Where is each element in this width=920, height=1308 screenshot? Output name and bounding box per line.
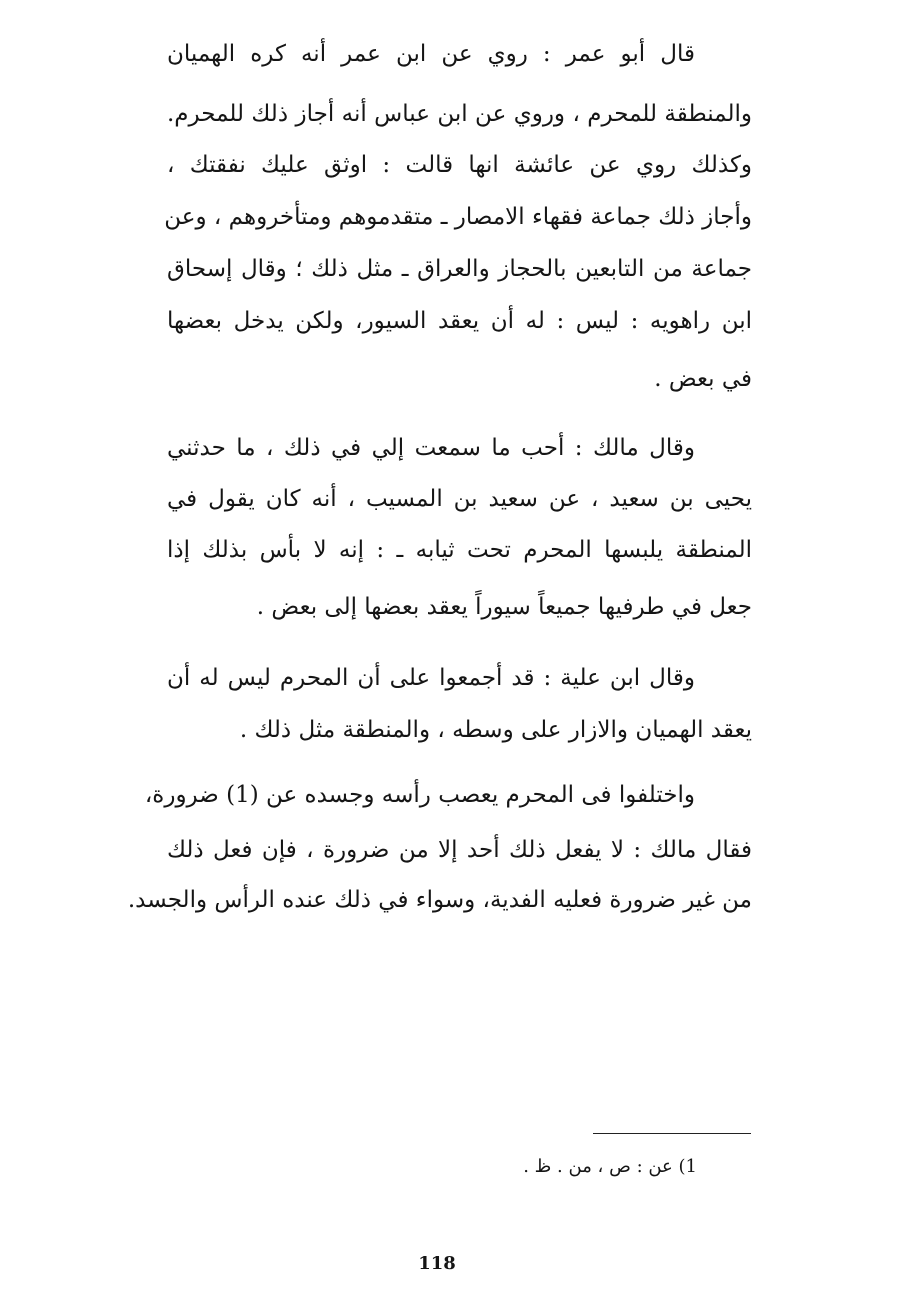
text-line: قال أبو عمر : روي عن ابن عمر أنه كره الهميان xyxy=(167,41,695,67)
footnote: 1) عن : ص ، من . ظ . xyxy=(523,1156,697,1177)
page-number: 118 xyxy=(418,1253,456,1274)
text-line: ابن راهويه : ليس : له أن يعقد السيور، ولكن يدخل بعضها xyxy=(167,308,752,334)
text-line: والمنطقة للمحرم ، وروي عن ابن عباس أنه أجاز ذلك للمحرم. xyxy=(167,101,752,127)
text-line: المنطقة يلبسها المحرم تحت ثيابه ـ : إنه لا بأس بذلك إذا xyxy=(167,537,752,563)
text-line: واختلفوا فى المحرم يعصب رأسه وجسده عن (1) ضرورة، xyxy=(144,782,695,808)
text-line: يعقد الهميان والازار على وسطه ، والمنطقة مثل ذلك . xyxy=(239,717,752,743)
footnote-separator xyxy=(593,1133,751,1134)
text-line: في بعض . xyxy=(654,366,752,392)
text-line: فقال مالك : لا يفعل ذلك أحد إلا من ضرورة ، فإن فعل ذلك xyxy=(167,837,752,863)
text-line: وقال ابن علية : قد أجمعوا على أن المحرم ليس له أن xyxy=(167,665,695,691)
text-line: جعل في طرفيها جميعاً سيوراً يعقد بعضها إلى بعض . xyxy=(256,594,752,620)
text-line: وكذلك روي عن عائشة انها قالت : اوثق عليك نفقتك ، xyxy=(167,152,752,178)
text-line: وأجاز ذلك جماعة فقهاء الامصار ـ متقدموهم ومتأخروهم ، وعن xyxy=(164,204,752,230)
text-line: من غير ضرورة فعليه الفدية، وسواء في ذلك عنده الرأس والجسد. xyxy=(127,887,752,913)
text-line: وقال مالك : أحب ما سمعت إلي في ذلك ، ما حدثني xyxy=(167,435,695,461)
text-line: يحيى بن سعيد ، عن سعيد بن المسيب ، أنه كان يقول في xyxy=(167,486,752,512)
text-line: جماعة من التابعين بالحجاز والعراق ـ مثل ذلك ؛ وقال إسحاق xyxy=(167,256,752,282)
